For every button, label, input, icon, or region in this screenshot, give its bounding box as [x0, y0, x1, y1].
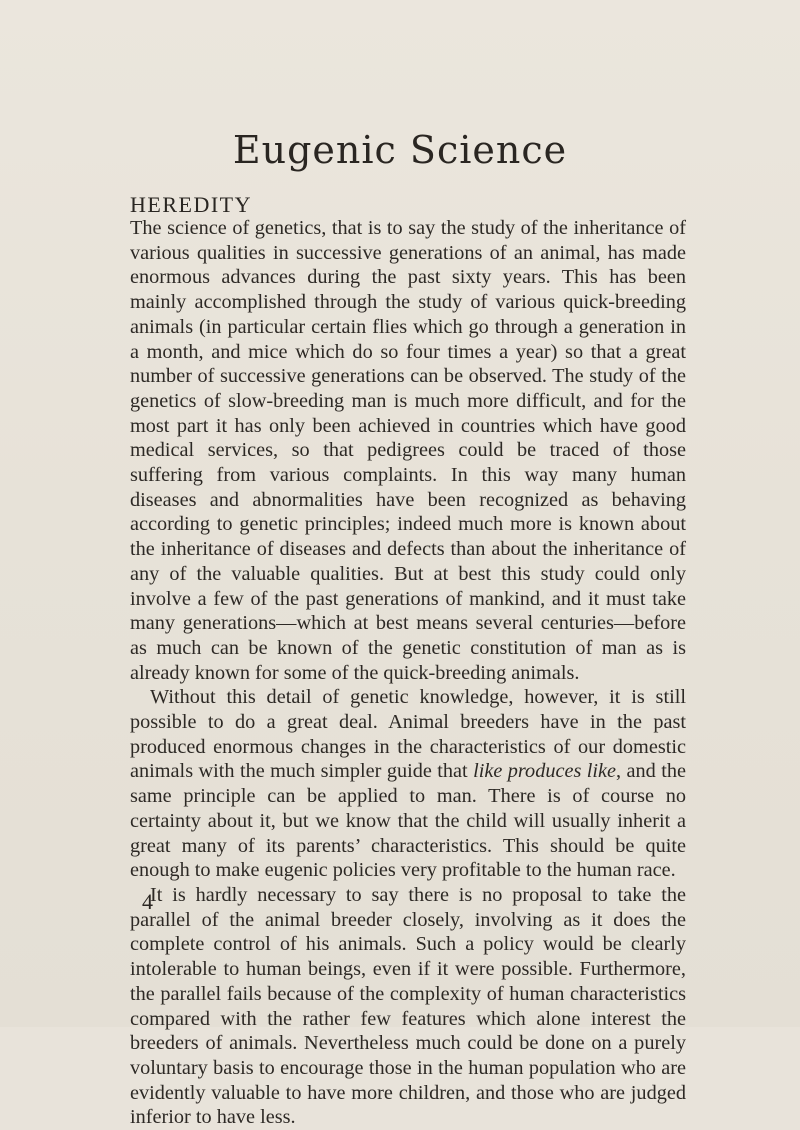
- paragraph-1: The science of genetics, that is to say the study of the inheritance of various qualities in successive generations of an animal, has made enormous advances during the past sixty years. This has been mainly accomplished through the study of various quick-breeding animals (in particular certain flies which go through a generation in a month, and mice which do so four times a year) so that a great number of successive generations can be observed. The study of the genetics of slow-breeding man is much more difficult, and for the most part it has only been achieved in countries which have good medical services, so that pedigrees could be traced of those suffering from various complaints. In this way many human diseases and abnormalities have been recognized as behaving according to genetic principles; indeed much more is known about the inheritance of diseases and defects than about the inheritance of any of the valuable qualities. But at best this study could only involve a few of the past generations of mankind, and it must take many generations—which at best means several centuries—before as much can be known of the genetic constitution of man as is already known for some of the quick-breeding animals.: [130, 217, 686, 684]
- paragraph-2-emphasis: like produces like: [473, 760, 617, 783]
- paragraph-2-part-2: , and the same principle can be applied to man. There is of course no certainty about it, but we know that the child will usually inherit a great many of its parents’ characteristics. This should be quite enough to make eugenic policies very profitable to the human race.: [130, 760, 686, 882]
- paragraph-3: It is hardly necessary to say there is no proposal to take the parallel of the animal breeder closely, involving as it does the complete control of his animals. Such a policy would be clearly intolerable to human beings, even if it were possible. Furthermore, the parallel fails because of the complexity of human characteristics compared with the rather few features which alone interest the breeders of animals. Nevertheless much could be done on a purely voluntary basis to encourage those in the human population who are evidently valuable to have more children, and those who are judged inferior to have less.: [130, 883, 686, 1129]
- paragraph-2: [130, 685, 686, 883]
- section-heading: HEREDITY: [130, 192, 252, 217]
- page-title: Eugenic Science: [232, 128, 568, 172]
- paragraph-2-part-1: Without this detail of genetic knowledge, however, it is still possible to do a great deal. Animal breeders have in the past produced enormous changes in the characteristics of our domestic animals with the much simpler guide that: [130, 686, 686, 783]
- page-number: 4: [142, 889, 153, 914]
- body-text: [130, 216, 686, 1130]
